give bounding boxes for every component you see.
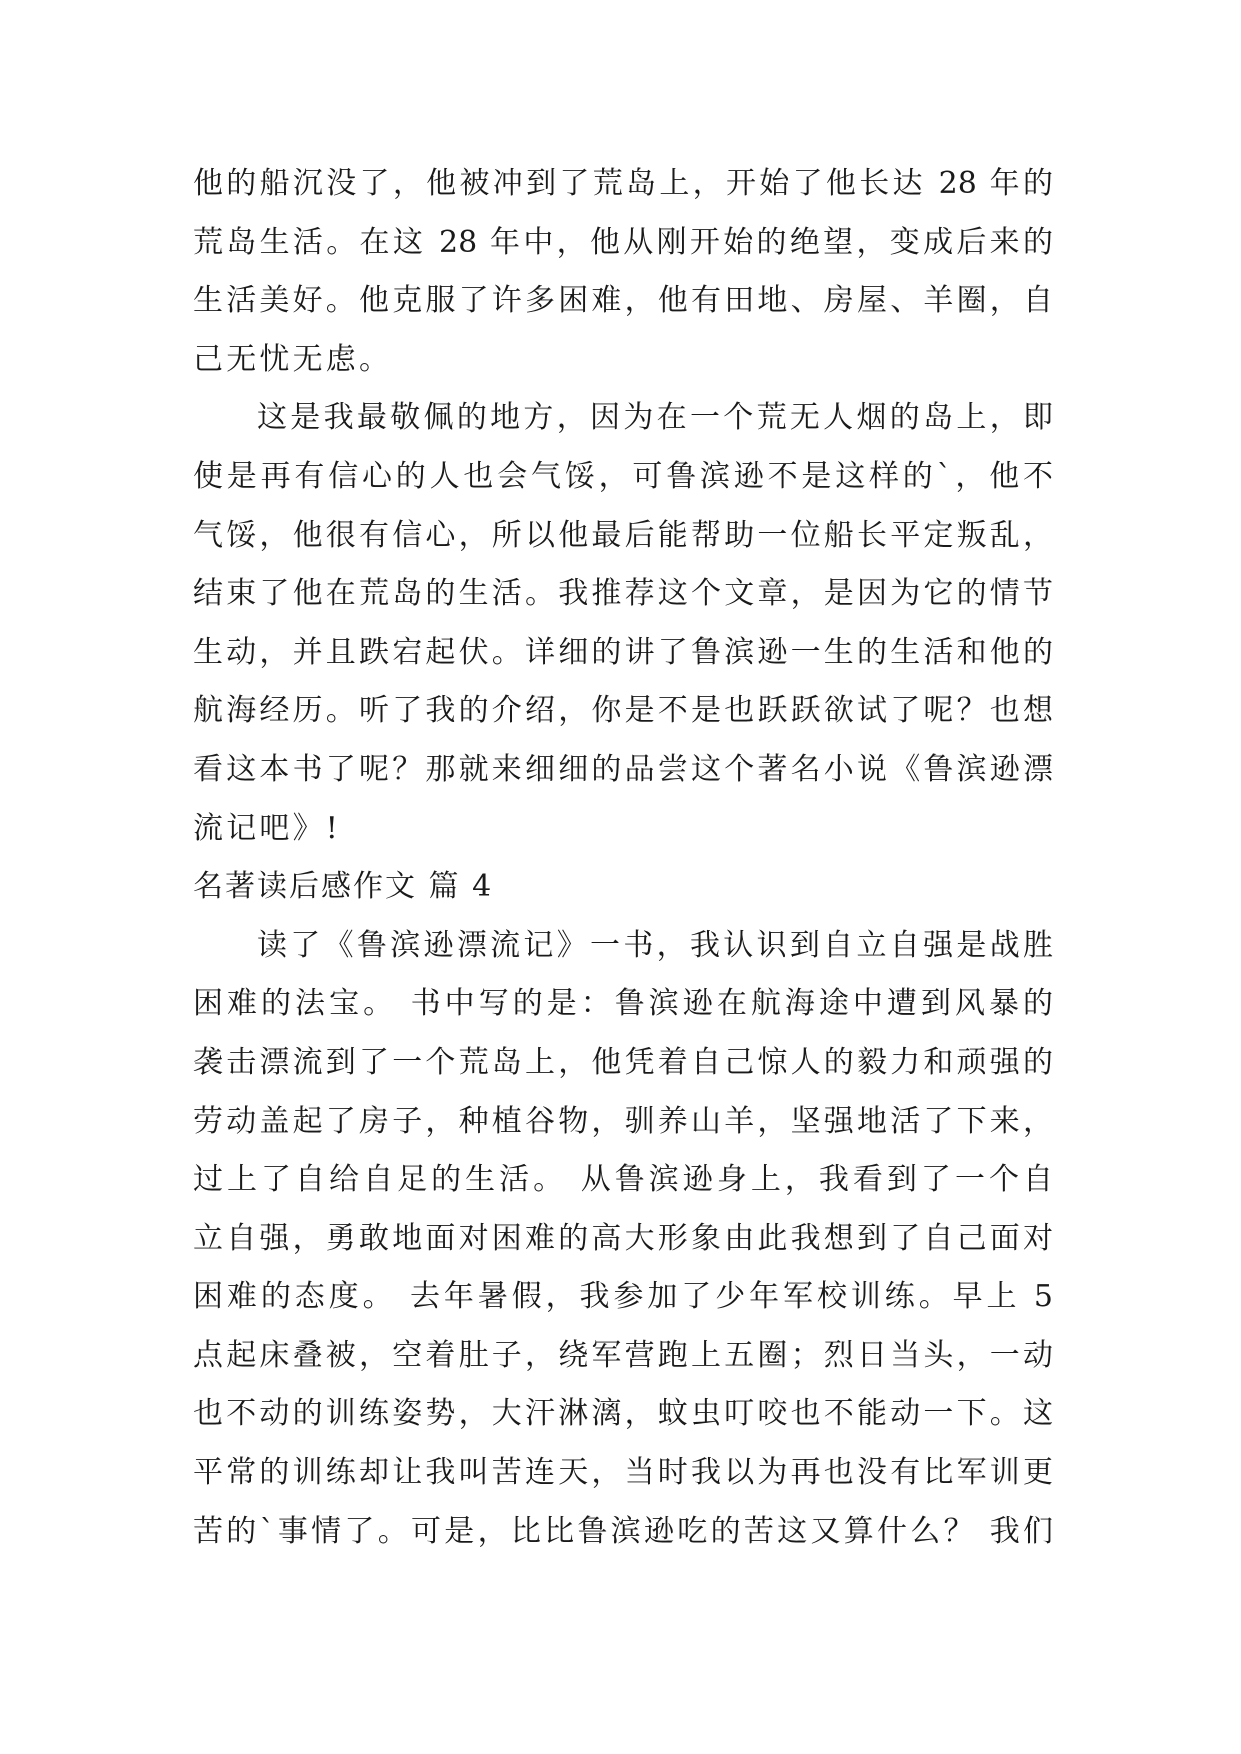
section-heading: 名著读后感作文 篇 4	[193, 869, 494, 905]
text-line: 流记吧》!	[193, 810, 342, 846]
text-line: 苦的`事情了。可是，比比鲁滨逊吃的苦这又算什么？ 我们	[193, 1513, 1053, 1549]
paragraph	[193, 389, 1053, 858]
paragraph-continuation	[193, 155, 1053, 389]
paragraph	[193, 917, 1053, 1562]
text-line: 他的船沉没了，他被冲到了荒岛上，开始了他长达 28 年的	[193, 166, 1053, 201]
text-line: 平常的训练却让我叫苦连天，当时我以为再也没有比军训更	[193, 1455, 1053, 1491]
text-line: 点起床叠被，空着肚子，绕军营跑上五圈；烈日当头，一动	[193, 1337, 1053, 1373]
text-line: 立自强，勇敢地面对困难的高大形象由此我想到了自己面对	[193, 1220, 1053, 1256]
text-line: 生动，并且跌宕起伏。详细的讲了鲁滨逊一生的生活和他的	[193, 634, 1053, 670]
text-line: 气馁，他很有信心，所以他最后能帮助一位船长平定叛乱，	[193, 517, 1053, 553]
text-line: 也不动的训练姿势，大汗淋漓，蚊虫叮咬也不能动一下。这	[193, 1396, 1053, 1432]
text-line: 荒岛生活。在这 28 年中，他从刚开始的绝望，变成后来的	[193, 224, 1053, 260]
text-line: 过上了自给自足的生活。 从鲁滨逊身上，我看到了一个自	[193, 1162, 1053, 1198]
document-body	[193, 155, 1053, 1561]
text-line: 这是我最敬佩的地方，因为在一个荒无人烟的岛上，即	[257, 400, 1053, 436]
text-line: 航海经历。听了我的介绍，你是不是也跃跃欲试了呢？也想	[193, 693, 1053, 729]
text-line: 看这本书了呢？那就来细细的品尝这个著名小说《鲁滨逊漂	[193, 751, 1053, 787]
text-line: 读了《鲁滨逊漂流记》一书，我认识到自立自强是战胜	[257, 927, 1053, 963]
text-line: 劳动盖起了房子，种植谷物，驯养山羊，坚强地活了下来，	[193, 1103, 1053, 1139]
text-line: 生活美好。他克服了许多困难，他有田地、房屋、羊圈，自	[193, 283, 1053, 319]
text-line: 使是再有信心的人也会气馁，可鲁滨逊不是这样的`，他不	[193, 458, 1053, 494]
text-line: 己无忧无虑。	[193, 341, 393, 377]
text-line: 结束了他在荒岛的生活。我推荐这个文章，是因为它的情节	[193, 576, 1053, 612]
text-line: 袭击漂流到了一个荒岛上，他凭着自己惊人的毅力和顽强的	[193, 1044, 1053, 1080]
text-line: 困难的态度。 去年暑假，我参加了少年军校训练。早上 5	[193, 1279, 1053, 1315]
text-line: 困难的法宝。 书中写的是：鲁滨逊在航海途中遭到风暴的	[193, 986, 1053, 1022]
